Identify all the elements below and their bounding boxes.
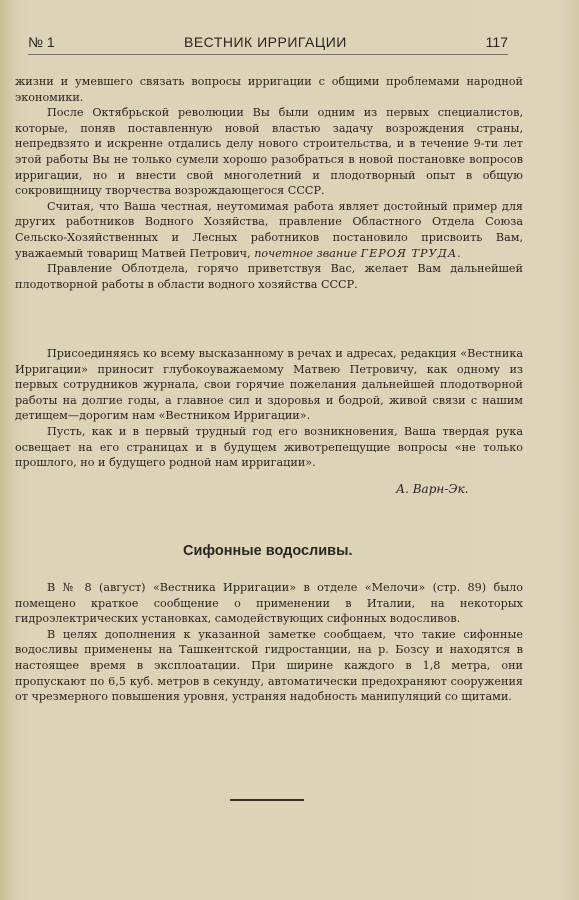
paragraph: жизни и умевшего связать вопросы ирригации с общими проблемами народной экономики. [15,75,523,104]
paragraph: В целях дополнения к указанной заметке сообщаем, что такие сифонные водосливы применены на Ташкентской гидростанции, на р. Бозсу и находятся в настоящее время в эксплоатации. При ширине каждого в 1,8 метра, они пропускают по 6,5 куб. метров в секунду, автоматически предохраняют сооружения от чрезмерного повышения уровня, устраняя надобность манипуляций со щитами. [15,627,523,704]
editorial-greeting [15,346,523,471]
author-signature: А. Варн-Эк. [396,482,469,496]
running-header [28,34,508,55]
page-number: 117 [485,34,508,50]
section-text [15,580,523,705]
section-heading: Сифонные водосливы. [183,543,353,559]
hero-of-labor-title: ГЕРОЯ ТРУДА. [360,246,462,260]
paragraph [15,199,523,261]
paragraph: Пусть, как и в первый трудный год его возникновения, Ваша твердая рука освещает на его страницах и в будущем животрепещущие вопросы «не только прошлого, но и будущего родной нам ирригации». [15,424,523,470]
paragraph-text: Считая, что Ваша честная, неутомимая работа являет достойный пример для других работников Водного Хозяйства, правление Областного Отдела Союза Сельско-Хозяйственных и Лесных работников постановило присвоить Вам, уважаемый товарищ Матвей Петрович, [15,199,523,260]
paragraph: После Октябрьской революции Вы были одним из первых специалистов, которые, поняв поставленную новой властью задачу возрождения страны, непредвзято и искренне отдались делу нового строительства, и в течение 9-ти лет этой работы Вы не только сумели хорошо разобраться в новой постановке вопросов ирригации, но и внести свой многолетний и плодотворный опыт в общую сокровищницу творчества возрождающегося СССР. [15,106,523,198]
issue-number: № 1 [28,34,55,50]
address-text [15,74,523,292]
end-rule [230,799,304,801]
paragraph: В № 8 (август) «Вестника Ирригации» в отделе «Мелочи» (стр. 89) было помещено краткое сообщение о применении в Италии, на некоторых гидроэлектрических установках, самодействующих сифонных водосливов. [15,581,523,626]
paragraph: Правление Облотдела, горячо приветствуя Вас, желает Вам дальнейшей плодотворной работы в области водного хозяйства СССР. [15,262,523,291]
honorary-title-text: почетное звание [254,246,358,260]
journal-title: ВЕСТНИК ИРРИГАЦИИ [184,34,347,50]
paragraph: Присоединяясь ко всему высказанному в речах и адресах, редакция «Вестника Ирригации» приносит глубокоуважаемому Матвею Петровичу, как одному из первых сотрудников журнала, свои горячие пожелания дальнейшей плодотворной работы на долгие годы, а главное сил и здоровья и бодрой, живой связи с нашим детищем—дорогим нам «Вестником Ирригации». [15,347,523,423]
